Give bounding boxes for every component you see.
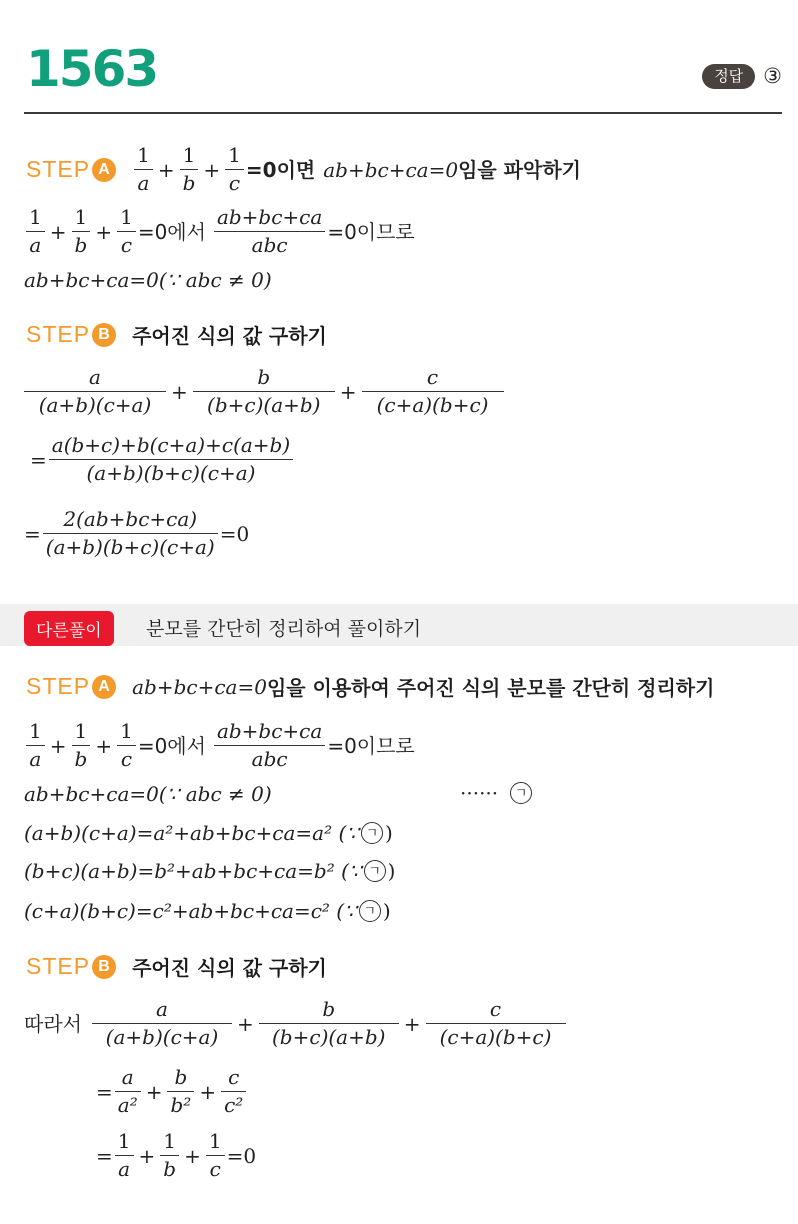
step-a-expression: ab+bc+ca=0 [323,157,459,182]
sum-f2-num: b [257,365,271,389]
sol1-frac-num: ab+bc+ca [216,205,323,229]
sum-line1: $\frac{a}{(a+b)(c+a)}$ + $\frac{b}{(b+c)(a+b)}$ + $\frac{c}{(c+a)(b+c)}$ [22,366,506,417]
final-l3-den1: a [118,1157,131,1182]
final-l2-den1: a² [117,1093,138,1118]
final-l2-num1: a [121,1065,134,1089]
sol2-line5-expr: (c+a)(b+c)=c²+ab+bc+ca=c² (∵ [24,899,357,923]
alt-solution-title: 분모를 간단히 정리하여 풀이하기 [146,618,422,640]
step-a-formula: $\frac{1}{a}$ + $\frac{1}{b}$ + $\frac{1}{c}$ =0이면 ab+bc+ca=0 임을 파악하기 [132,144,581,195]
final-l3-end: =0 [226,1143,257,1168]
alt-step-b-badge: B [92,955,116,979]
sol2-marker [460,782,534,804]
sol2-line4 [24,860,395,882]
final-l3-den2: b [163,1157,177,1182]
step-b-badge: B [92,323,116,347]
alt-step-b-heading [26,952,327,981]
step-label: STEP [26,953,91,979]
final-l2-den2: b² [170,1093,192,1118]
final-f2-num: b [322,997,336,1021]
sol1-text: =0에서 [137,219,206,244]
circle-mark: ㄱ [361,822,383,844]
sum-l3-num: 2(ab+bc+ca) [63,507,198,531]
step-a-badge: A [92,158,116,182]
circle-mark: ㄱ [359,900,381,922]
step-a-suffix-1: =0이면 [245,157,316,182]
step-a-heading [26,144,581,195]
sol2-line5 [24,900,391,922]
alt-solution-tag: 다른풀이 [24,611,114,646]
final-line2: = $\frac{a}{\text{a²}}$ + $\frac{b}{\text{b²}}$ + $\frac{c}{\text{c²}}$ [96,1066,248,1117]
final-line3: = $\frac{1}{a}$ + $\frac{1}{b}$ + $\frac{1}{c}$ =0 [96,1129,257,1182]
header-divider [24,112,782,114]
final-l2-num2: b [174,1065,188,1089]
close-paren: ) [387,859,396,883]
alt-step-a-text: 임을 이용하여 주어진 식의 분모를 간단히 정리하기 [266,676,715,700]
final-f2-den: (b+c)(a+b) [272,1025,386,1050]
final-l2-num3: c [228,1065,240,1089]
sol1-end: =0이므로 [327,219,415,244]
step-label: STEP [26,673,91,699]
final-f3-num: c [489,997,502,1021]
sum-f1-den: (a+b)(c+a) [38,393,152,418]
answer-box [702,64,782,89]
final-f3-den: (c+a)(b+c) [439,1025,552,1050]
step-label: STEP [26,156,91,183]
circle-mark: ㄱ [510,782,532,804]
alt-step-a-badge: A [92,675,116,699]
sol2-frac-den: abc [251,747,288,772]
close-paren: ) [382,899,391,923]
final-prefix: 따라서 [24,1011,82,1036]
close-paren: ) [385,821,393,845]
sol1-line1: $\frac{1}{a}$ + $\frac{1}{b}$ + $\frac{1}{c}$ =0에서 $\frac{ab+bc+ca}{\text{abc}}$ =0이므로 [24,206,415,257]
sum-f2-den: (b+c)(a+b) [207,393,321,418]
final-f1-num: a [156,997,168,1021]
sol2-line3 [24,822,393,844]
sol1-line2: ab+bc+ca=0(∵ abc ≠ 0) [24,268,272,292]
final-l3-den3: c [209,1157,221,1182]
sum-line3: = $\frac{2(ab+bc+ca)}{(a+b)(b+c)(c+a)}$ =0 [24,507,250,560]
final-l3-num3: 1 [208,1129,222,1153]
sol2-dots: ······ [460,781,499,805]
step-b-heading [26,320,327,349]
final-l3-num2: 1 [163,1129,177,1153]
sol2-text: =0에서 [137,733,206,758]
alt-step-b-text: 주어진 식의 값 구하기 [132,956,327,980]
sol2-line3-expr: (a+b)(c+a)=a²+ab+bc+ca=a² (∵ [24,821,359,845]
sol2-line2: ab+bc+ca=0(∵ abc ≠ 0) [24,782,272,806]
step-b-text: 주어진 식의 값 구하기 [132,324,327,348]
sol2-end: =0이므로 [327,733,415,758]
final-f1-den: (a+b)(c+a) [105,1025,219,1050]
sum-l3-end: =0 [219,521,250,546]
alt-step-a-expression: ab+bc+ca=0 [132,674,267,699]
answer-value: ③ [763,64,782,89]
step-label: STEP [26,321,91,347]
sum-l3-den: (a+b)(b+c)(c+a) [45,535,215,560]
problem-number: 1563 [26,40,158,98]
alt-step-a-heading [26,672,714,701]
sum-l2-num: a(b+c)+b(c+a)+c(a+b) [51,433,291,457]
final-l2-den3: c² [224,1093,244,1118]
final-line1: 따라서 $\frac{a}{(a+b)(c+a)}$ + $\frac{b}{(b+c)(a+b)}$ + $\frac{c}{(c+a)(b+c)}$ [24,998,568,1049]
sum-l2-den: (a+b)(b+c)(c+a) [86,461,256,486]
answer-label: 정답 [702,64,755,89]
circle-mark: ㄱ [364,860,386,882]
sol2-frac-num: ab+bc+ca [216,719,323,743]
sol2-line1: $\frac{1}{a}$ + $\frac{1}{b}$ + $\frac{1}{c}$ =0에서 $\frac{ab+bc+ca}{\text{abc}}$ =0이므로 [24,720,415,771]
final-l3-num1: 1 [117,1129,131,1153]
sum-f1-num: a [89,365,101,389]
sum-line2: = $\frac{a(b+c)+b(c+a)+c(a+b)}{(a+b)(b+c)(c+a)}$ [30,434,295,485]
sum-f3-den: (c+a)(b+c) [376,393,489,418]
sol2-line4-expr: (b+c)(a+b)=b²+ab+bc+ca=b² (∵ [24,859,362,883]
sol1-frac-den: abc [251,233,288,258]
step-a-suffix-2: 임을 파악하기 [458,157,581,182]
sum-f3-num: c [426,365,439,389]
